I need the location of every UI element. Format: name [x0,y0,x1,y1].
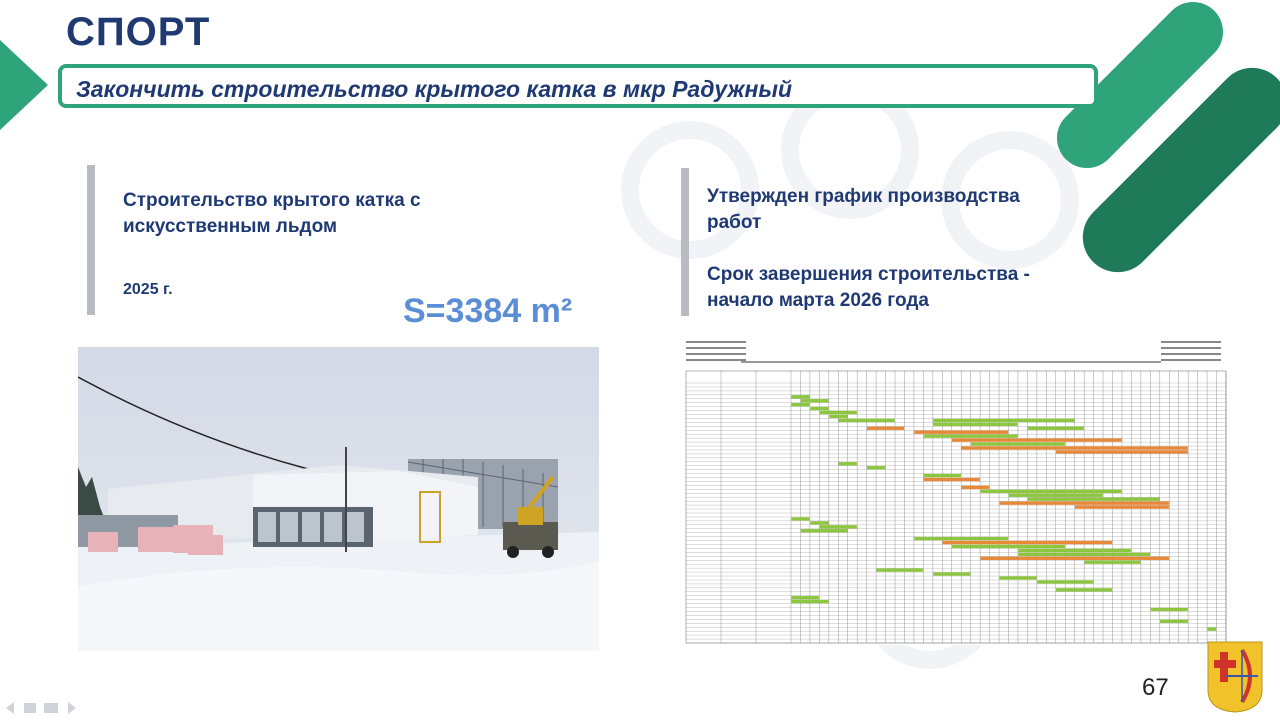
schedule-gantt-chart [681,337,1229,645]
page-number: 67 [1142,674,1169,701]
left-line-2: искусственным льдом [123,216,338,237]
right-line-2: работ [707,212,762,233]
emblem-icon [1206,640,1264,714]
right-line-1: Утвержден график производства [707,186,1020,207]
headline-text: Закончить строительство крытого катка в мкр Радужный [76,76,793,102]
left-line-1: Строительство крытого катка с [123,190,421,211]
year-label: 2025 г. [123,281,173,298]
section-title: СПОРТ [66,10,211,54]
slide-nav-icons[interactable] [4,700,94,716]
headline-box [58,64,1098,108]
construction-photo [78,347,599,651]
right-line-3: Срок завершения строительства - [707,264,1030,285]
arrow-right-icon [0,40,60,130]
left-accent-bar [87,165,95,315]
right-accent-bar [681,168,689,316]
right-line-4: начало марта 2026 года [707,290,929,311]
area-label: S=3384 m² [403,292,573,330]
